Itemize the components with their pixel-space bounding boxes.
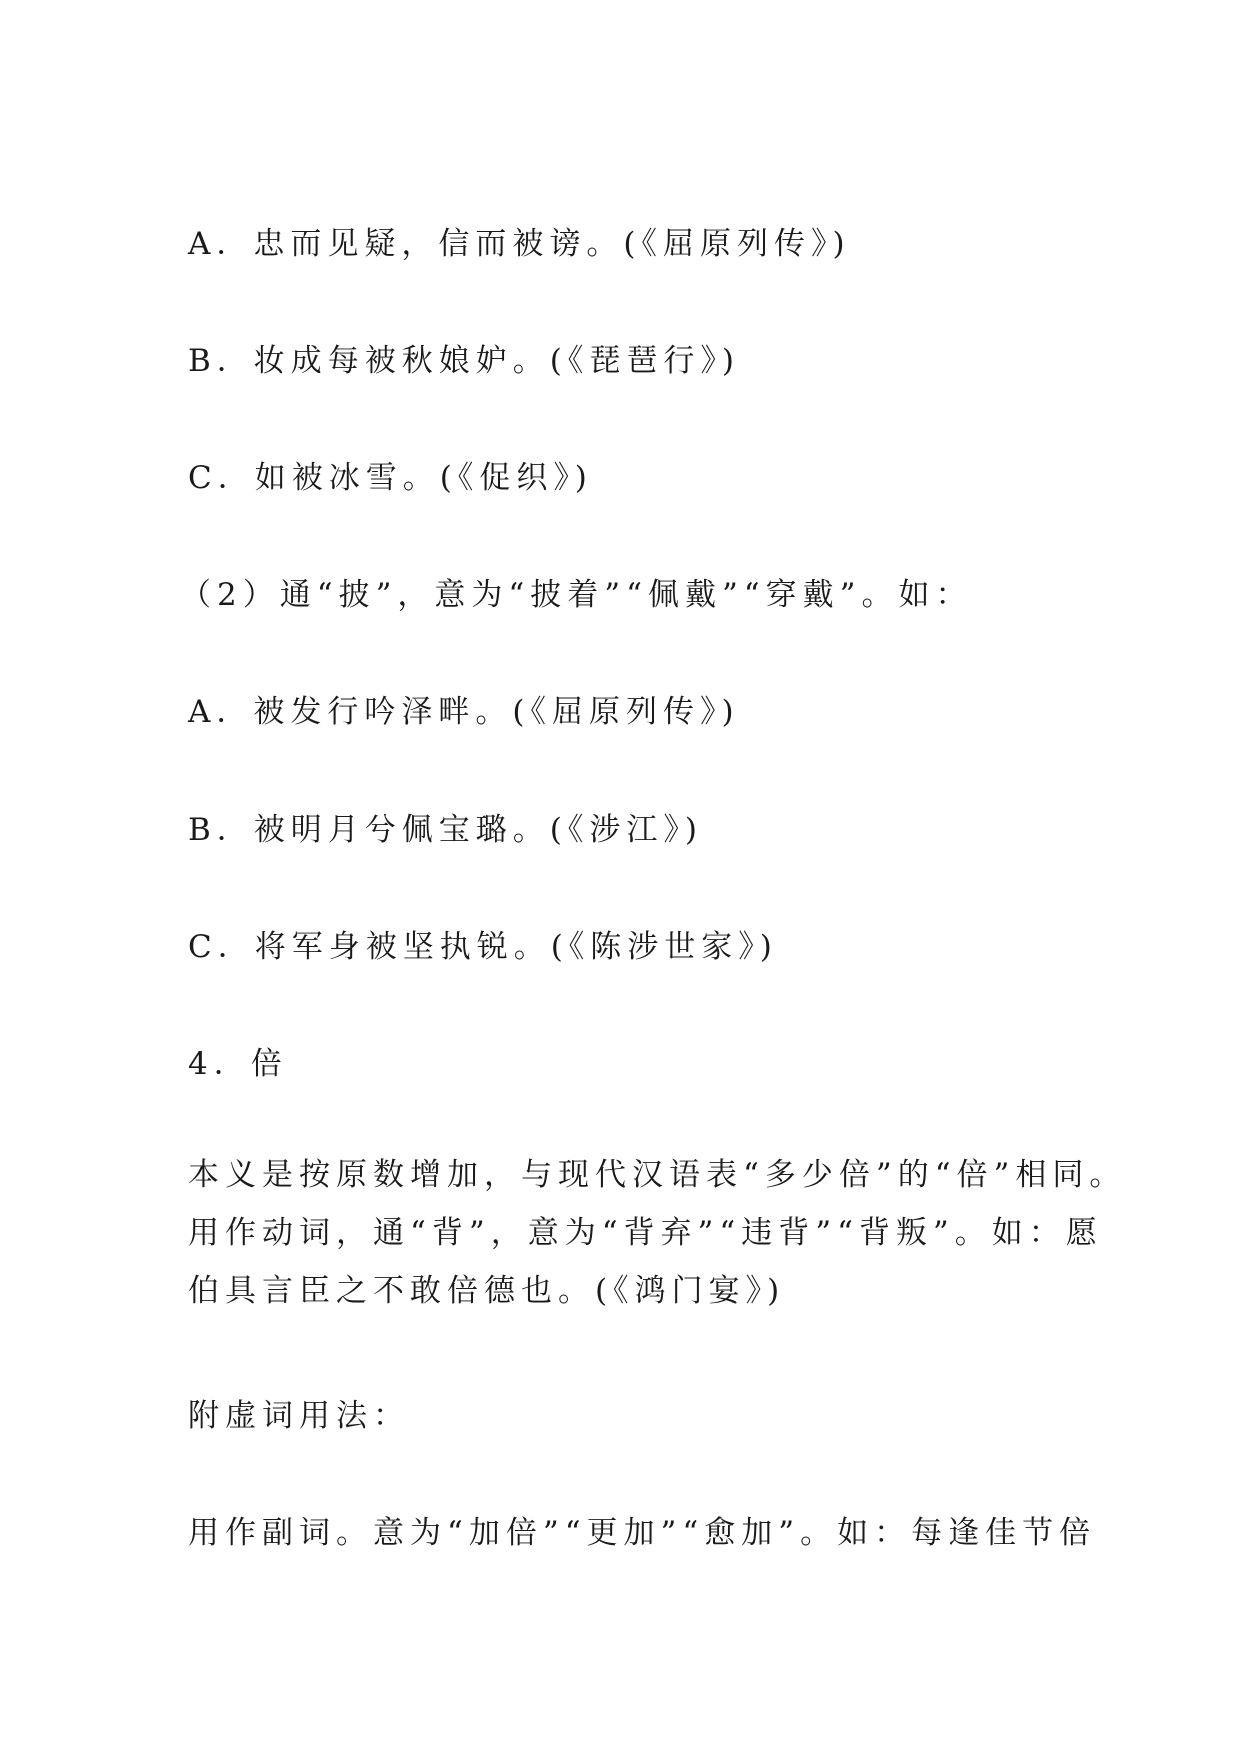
definition-line-1: 本义是按原数增加，与现代汉语表“多少倍”的“倍”相同。 bbox=[188, 1157, 1127, 1193]
adverb-usage-line: 用作副词。意为“加倍”“更加”“愈加”。如：每逢佳节倍 bbox=[188, 1515, 1097, 1551]
definition-line-2: 用作动词，通“背”，意为“背弃”“违背”“背叛”。如：愿 bbox=[188, 1215, 1103, 1251]
section-heading-2: （2）通“披”，意为“披着”“佩戴”“穿戴”。如： bbox=[180, 577, 973, 613]
example-line-b-1: B．妆成每被秋娘妒。(《琵琶行》) bbox=[188, 343, 740, 379]
example-line-b-2: B．被明月兮佩宝璐。(《涉江》) bbox=[188, 812, 703, 848]
example-line-a-1: A．忠而见疑，信而被谤。(《屈原列传》) bbox=[188, 226, 851, 262]
function-word-heading: 附虚词用法： bbox=[188, 1398, 410, 1434]
definition-line-3: 伯具言臣之不敢倍德也。(《鸿门宴》) bbox=[188, 1273, 786, 1309]
definition-paragraph bbox=[188, 1146, 1127, 1320]
item-heading-4: 4．倍 bbox=[188, 1046, 288, 1082]
example-line-c-1: C．如被冰雪。(《促织》) bbox=[188, 460, 593, 496]
example-line-c-2: C．将军身被坚执锐。(《陈涉世家》) bbox=[188, 929, 778, 965]
example-line-a-2: A．被发行吟泽畔。(《屈原列传》) bbox=[188, 694, 740, 730]
